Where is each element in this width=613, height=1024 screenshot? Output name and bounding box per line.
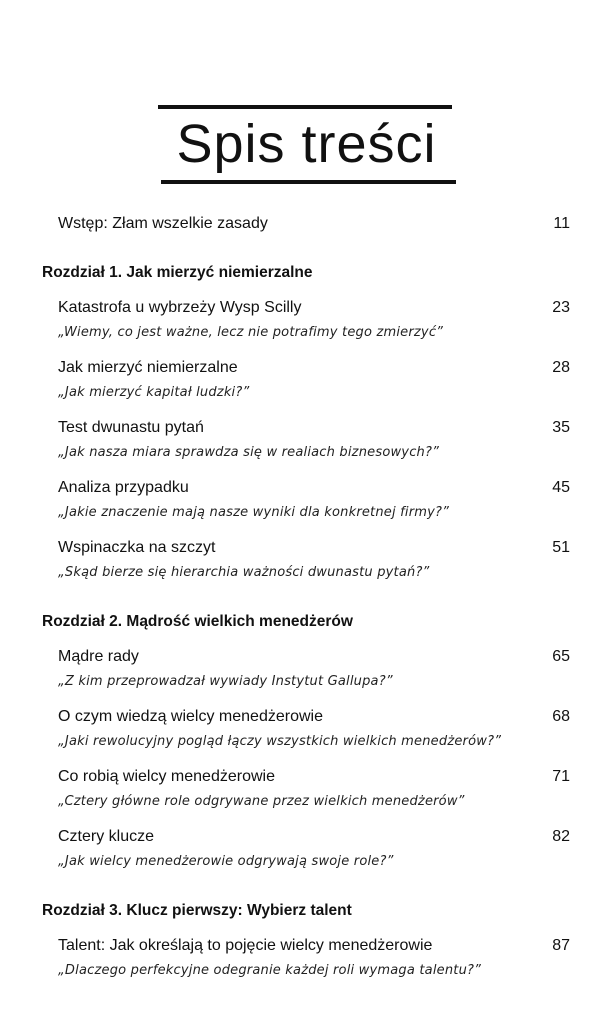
chapter-heading-3[interactable]: Rozdział 3. Klucz pierwszy: Wybierz talent — [42, 902, 352, 919]
toc-entry-page: 87 — [552, 937, 570, 954]
toc-entry-title: Jak mierzyć niemierzalne — [58, 359, 238, 376]
toc-entry-subtitle: „Jak nasza miara sprawdza się w realiach biznesowych?” — [58, 445, 440, 460]
toc-entry[interactable] — [58, 417, 570, 439]
toc-entry-title: O czym wiedzą wielcy menedżerowie — [58, 708, 323, 725]
toc-entry-title: Analiza przypadku — [58, 479, 189, 496]
toc-entry-page: 45 — [552, 479, 570, 496]
toc-entry-subtitle: „Jak mierzyć kapitał ludzki?” — [58, 385, 250, 400]
toc-entry-page: 35 — [552, 419, 570, 436]
toc-entry-subtitle: „Skąd bierze się hierarchia ważności dwunastu pytań?” — [58, 565, 430, 580]
toc-entry[interactable] — [58, 477, 570, 499]
toc-entry-title: Talent: Jak określają to pojęcie wielcy menedżerowie — [58, 937, 433, 954]
toc-entry-title: Wstęp: Złam wszelkie zasady — [58, 215, 268, 232]
toc-entry-title: Wspinaczka na szczyt — [58, 539, 216, 556]
toc-entry-page: 11 — [553, 215, 570, 232]
toc-entry[interactable] — [58, 297, 570, 319]
toc-entry-subtitle: „Jak wielcy menedżerowie odgrywają swoje role?” — [58, 854, 394, 869]
toc-entry[interactable] — [58, 706, 570, 728]
toc-entry[interactable] — [58, 826, 570, 848]
toc-entry-title: Mądre rady — [58, 648, 139, 665]
toc-entry-page: 23 — [552, 299, 570, 316]
toc-entry-page: 65 — [552, 648, 570, 665]
toc-entry-subtitle: „Jakie znaczenie mają nasze wyniki dla konkretnej firmy?” — [58, 505, 450, 520]
toc-entry[interactable] — [58, 766, 570, 788]
toc-entry-page: 68 — [552, 708, 570, 725]
toc-entry[interactable] — [58, 357, 570, 379]
toc-entry-subtitle: „Dlaczego perfekcyjne odegranie każdej roli wymaga talentu?” — [58, 963, 482, 978]
toc-entry[interactable] — [58, 646, 570, 668]
chapter-heading-2[interactable]: Rozdział 2. Mądrość wielkich menedżerów — [42, 613, 353, 630]
toc-entry-page: 71 — [552, 768, 570, 785]
toc-entry-subtitle: „Z kim przeprowadzał wywiady Instytut Gallupa?” — [58, 674, 393, 689]
toc-entry[interactable] — [58, 935, 570, 957]
toc-entry-page: 82 — [552, 828, 570, 845]
toc-entry-title: Cztery klucze — [58, 828, 155, 845]
page-title: Spis treści — [176, 114, 437, 174]
toc-entry-subtitle: „Cztery główne role odgrywane przez wielkich menedżerów” — [58, 794, 465, 809]
chapter-heading-1[interactable]: Rozdział 1. Jak mierzyć niemierzalne — [42, 264, 313, 281]
toc-entry-page: 28 — [552, 359, 570, 376]
toc-entry-title: Co robią wielcy menedżerowie — [58, 768, 275, 785]
toc-entry-subtitle: „Wiemy, co jest ważne, lecz nie potrafimy tego zmierzyć” — [58, 325, 444, 340]
toc-entry-title: Test dwunastu pytań — [58, 419, 204, 436]
toc-entry-title: Katastrofa u wybrzeży Wysp Scilly — [58, 299, 302, 316]
toc-entry-page: 51 — [552, 539, 570, 556]
toc-entry-intro[interactable] — [58, 213, 570, 235]
toc-entry-subtitle: „Jaki rewolucyjny pogląd łączy wszystkich wielkich menedżerów?” — [58, 734, 502, 749]
toc-entry[interactable] — [58, 537, 570, 559]
